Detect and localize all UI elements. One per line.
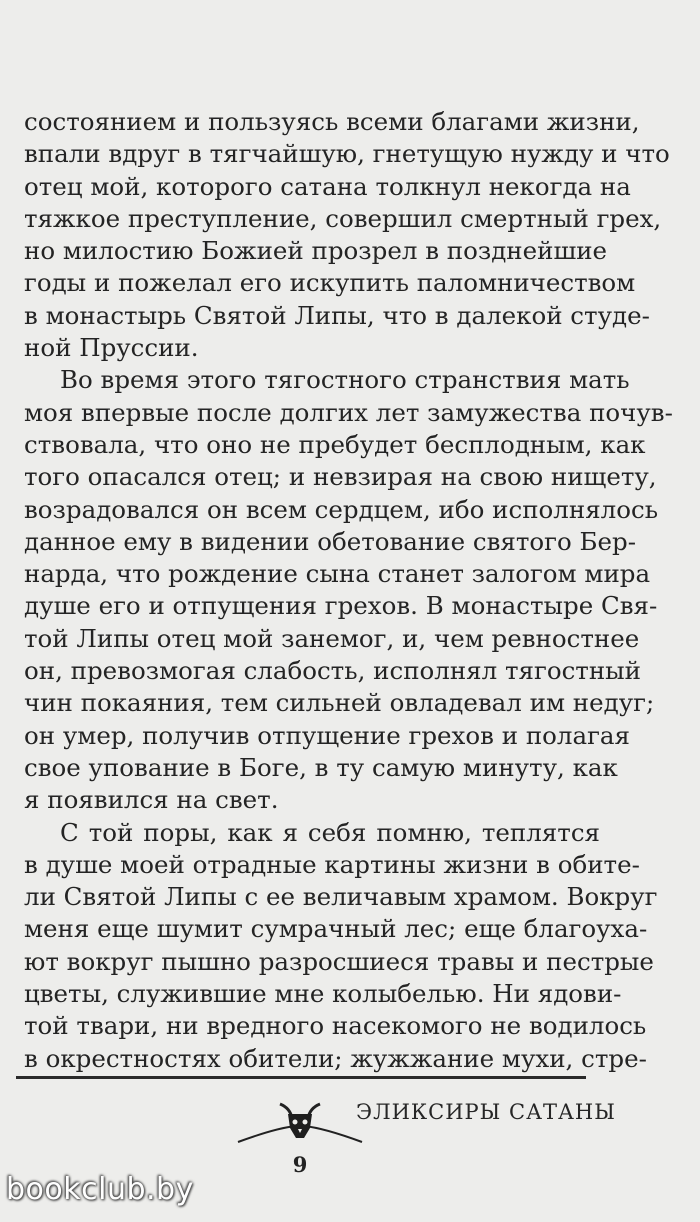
- text-line: меня еще шумит сумрачный лес; еще благоуха-: [24, 914, 648, 944]
- text-line: ли Святой Липы с ее величавым храмом. Вокруг: [24, 882, 658, 912]
- text-line: в монастырь Святой Липы, что в далекой студе-: [24, 300, 650, 330]
- watermark: bookclub.by: [6, 1172, 194, 1207]
- paragraph-3: [24, 817, 658, 1075]
- text-line: но милостию Божией прозрел в позднейшие: [24, 236, 608, 266]
- text-line: нарда, что рождение сына станет залогом мира: [24, 559, 651, 589]
- text-line: впали вдруг в тягчайшую, гнетущую нужду и что: [24, 139, 670, 169]
- text-line: возрадовался он всем сердцем, ибо исполнялось: [24, 494, 659, 524]
- text-line: ют вокруг пышно разросшиеся травы и пестрые: [24, 946, 654, 976]
- text-line: чин покаяния, тем сильней овладевал им недуг;: [24, 688, 655, 718]
- text-line: Во время этого тягостного странствия мать: [60, 365, 630, 395]
- text-line: той Липы отец мой занемог, и, чем ревностнее: [24, 623, 640, 653]
- text-line: отец мой, которого сатана толкнул некогда на: [24, 171, 631, 201]
- footer-rule: [16, 1076, 586, 1079]
- text-line: я появился на свет.: [24, 785, 279, 815]
- text-line: в окрестностях обители; жужжание мухи, стре-: [24, 1043, 647, 1073]
- text-line: свое упование в Боге, в ту самую минуту, как: [24, 752, 618, 782]
- text-line: он умер, получив отпущение грехов и полагая: [24, 720, 630, 750]
- text-line: ствовала, что оно не пребудет бесплодным, как: [24, 429, 646, 459]
- body-text: [24, 106, 673, 1075]
- running-title: ЭЛИКСИРЫ САТАНЫ: [356, 1100, 616, 1124]
- text-line: состоянием и пользуясь всеми благами жизни,: [24, 107, 640, 136]
- text-line: тяжкое преступление, совершил смертный грех,: [24, 203, 662, 233]
- horned-skull-emblem-icon: [236, 1098, 364, 1148]
- text-line: данное ему в видении обетование святого Бер-: [24, 526, 636, 556]
- text-line: душе его и отпущения грехов. В монастыре Свя-: [24, 591, 658, 621]
- page-number: 9: [292, 1152, 308, 1177]
- text-line: ной Пруссии.: [24, 333, 199, 363]
- text-line: он, превозмогая слабость, исполнял тягостный: [24, 656, 642, 686]
- text-line: того опасался отец; и невзирая на свою нищету,: [24, 462, 657, 492]
- text-line: годы и пожелал его искупить паломничеством: [24, 268, 636, 298]
- paragraph-2: [24, 364, 673, 816]
- text-line: С той поры, как я себя помню, теплятся: [60, 817, 600, 847]
- text-line: моя впервые после долгих лет замужества почув-: [24, 397, 673, 427]
- text-line: той твари, ни вредного насекомого не водилось: [24, 1011, 647, 1041]
- text-line: в душе моей отрадные картины жизни в обите-: [24, 849, 640, 879]
- text-line: цветы, служившие мне колыбелью. Ни ядови-: [24, 979, 622, 1009]
- paragraph-1: [24, 106, 670, 364]
